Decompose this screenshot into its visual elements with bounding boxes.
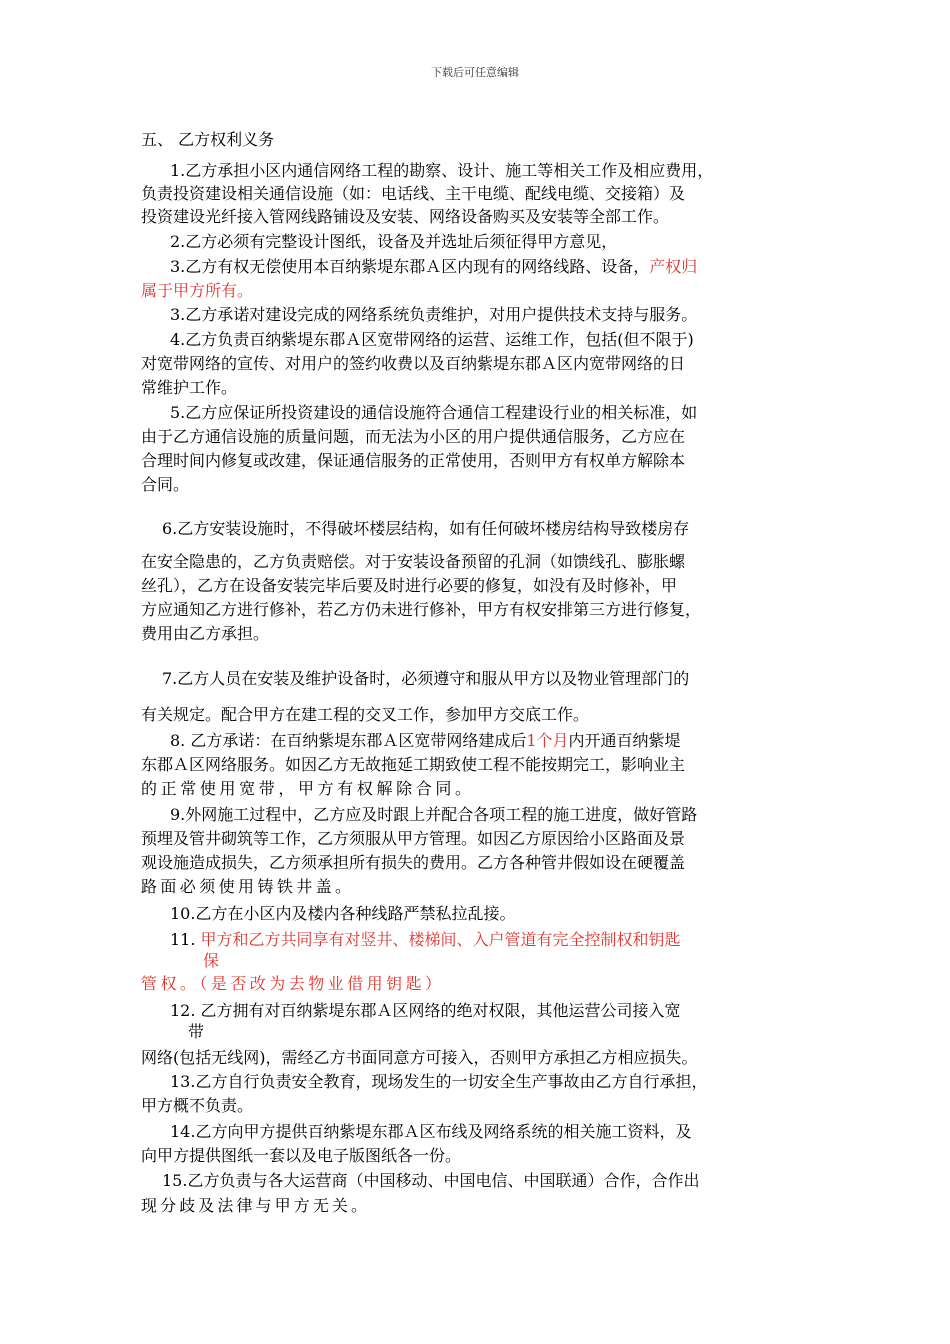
- text-line: [141, 852, 685, 874]
- text-segment: 对宽带网络的宣传、对用户的签约收费以及百纳紫堤东郡Ａ区内宽带网络的日: [141, 354, 686, 373]
- text-line: [141, 474, 189, 496]
- text-segment: 甲方概不负责。: [141, 1096, 254, 1115]
- text-line: [170, 1000, 681, 1022]
- text-line: [141, 575, 677, 597]
- text-segment: 费用由乙方承担。: [141, 624, 270, 643]
- text-segment: 15.乙方负责与各大运营商（中国移动、中国电信、中国联通）合作，合作出: [162, 1171, 700, 1190]
- text-segment: 投资建设光纤接入管网线路铺设及安装、网络设备购买及安装等全部工作。: [141, 207, 670, 226]
- highlighted-text: 1个月: [526, 731, 569, 750]
- text-line: [141, 353, 685, 375]
- text-line: [141, 1047, 698, 1069]
- text-line: [170, 804, 697, 826]
- text-segment: 5.乙方应保证所投资建设的通信设施符合通信工程建设行业的相关标准，如: [170, 403, 698, 422]
- text-line: [141, 876, 354, 898]
- text-segment: 网络(包括无线网)，需经乙方书面同意方可接入，否则甲方承担乙方相应损失。: [141, 1048, 698, 1067]
- text-segment: 方应通知乙方进行修补，若乙方仍未进行修补，甲方有权安排第三方进行修复，: [141, 600, 702, 619]
- text-line: [141, 1195, 370, 1217]
- text-segment: 带: [188, 1022, 205, 1041]
- text-line: [141, 183, 685, 205]
- highlighted-text: 保: [203, 951, 220, 970]
- text-segment: 的正常使用宽带，甲方有权解除合同。: [141, 779, 475, 798]
- text-segment: 路面必须使用铸铁井盖。: [141, 877, 355, 896]
- text-line: [141, 1095, 253, 1117]
- text-line: [170, 402, 697, 424]
- text-line: [170, 231, 617, 253]
- text-segment: 9.外网施工过程中，乙方应及时跟上并配合各项工程的施工进度，做好管路: [170, 805, 698, 824]
- text-line: [162, 668, 689, 690]
- text-line: [170, 1071, 707, 1093]
- text-line: [141, 704, 589, 726]
- text-line: [141, 450, 685, 472]
- text-segment: 8. 乙方承诺：在百纳紫堤东郡Ａ区宽带网络建成后: [170, 731, 527, 750]
- text-line: [170, 1121, 691, 1143]
- text-segment: 丝孔），乙方在设备安装完毕后要及时进行必要的修复，如没有及时修补，甲: [141, 576, 678, 595]
- text-line: [162, 1170, 699, 1192]
- text-segment: 由于乙方通信设施的质量问题，而无法为小区的用户提供通信服务，乙方应在: [141, 427, 686, 446]
- text-segment: 常维护工作。: [141, 378, 238, 397]
- text-segment: 12. 乙方拥有对百纳紫堤东郡Ａ区网络的绝对权限，其他运营公司接入宽: [170, 1001, 681, 1020]
- highlighted-text: 管权。（是否改为去物业借用钥匙）: [141, 974, 445, 993]
- text-segment: 观设施造成损失，乙方须承担所有损失的费用。乙方各种管井假如设在硬覆盖: [141, 853, 686, 872]
- text-segment: 内开通百纳紫堤: [568, 731, 681, 750]
- text-line: [141, 280, 253, 302]
- text-line: [203, 950, 219, 972]
- text-line: [141, 973, 444, 995]
- text-segment: 预埋及管井砌筑等工作，乙方须服从甲方管理。如因乙方原因给小区路面及景: [141, 829, 686, 848]
- text-line: [170, 329, 694, 351]
- text-segment: 3.乙方有权无偿使用本百纳紫堤东郡Ａ区内现有的网络线路、设备，: [170, 257, 650, 276]
- text-segment: 现分歧及法律与甲方无关。: [141, 1196, 371, 1215]
- text-segment: 合同。: [141, 475, 190, 494]
- text-segment: 在安全隐患的，乙方负责赔偿。对于安装设备预留的孔洞（如馈线孔、膨胀螺: [141, 552, 686, 571]
- text-segment: 东郡Ａ区网络服务。如因乙方无故拖延工期致使工程不能按期完工，影响业主: [141, 755, 686, 774]
- text-line: [188, 1021, 204, 1043]
- text-line: [141, 599, 701, 621]
- text-segment: 10.乙方在小区内及楼内各种线路严禁私拉乱接。: [170, 904, 516, 923]
- text-line: [170, 160, 713, 182]
- text-segment: 负责投资建设相关通信设施（如：电话线、主干电缆、配线电缆、交接箱）及: [141, 184, 686, 203]
- page-header: 下载后可任意编辑: [431, 66, 519, 79]
- text-line: [170, 730, 681, 752]
- section-title: 五、 乙方权利义务: [141, 130, 275, 149]
- text-segment: 6.乙方安装设施时，不得破坏楼层结构，如有任何破坏楼房结构导致楼房存: [162, 519, 690, 538]
- text-line: [170, 304, 697, 326]
- text-line: [141, 623, 269, 645]
- text-line: [162, 518, 689, 540]
- text-segment: 合理时间内修复或改建，保证通信服务的正常使用，否则甲方有权单方解除本: [141, 451, 686, 470]
- text-segment: 11.: [170, 930, 201, 949]
- text-segment: 4.乙方负责百纳紫堤东郡Ａ区宽带网络的运营、运维工作，包括(但不限于): [170, 330, 694, 349]
- text-line: [170, 929, 681, 951]
- text-segment: 1.乙方承担小区内通信网络工程的勘察、设计、施工等相关工作及相应费用，: [170, 161, 714, 180]
- text-segment: 7.乙方人员在安装及维护设备时，必须遵守和服从甲方以及物业管理部门的: [162, 669, 690, 688]
- text-segment: 14.乙方向甲方提供百纳紫堤东郡Ａ区布线及网络系统的相关施工资料，及: [170, 1122, 692, 1141]
- text-line: [141, 426, 685, 448]
- text-line: [170, 903, 515, 925]
- text-segment: 有关规定。配合甲方在建工程的交叉工作，参加甲方交底工作。: [141, 705, 590, 724]
- text-line: [141, 1145, 461, 1167]
- highlighted-text: 产权归: [649, 257, 698, 276]
- text-segment: 13.乙方自行负责安全教育，现场发生的一切安全生产事故由乙方自行承担，: [170, 1072, 708, 1091]
- text-line: [141, 828, 685, 850]
- text-segment: 3.乙方承诺对建设完成的网络系统负责维护，对用户提供技术支持与服务。: [170, 305, 698, 324]
- text-line: [141, 754, 685, 776]
- text-line: [141, 206, 669, 228]
- highlighted-text: 属于甲方所有。: [141, 281, 254, 300]
- text-line: [141, 377, 237, 399]
- text-segment: 向甲方提供图纸一套以及电子版图纸各一份。: [141, 1146, 462, 1165]
- text-line: [170, 256, 697, 278]
- text-line: [141, 551, 685, 573]
- text-line: [141, 778, 475, 800]
- text-segment: 2.乙方必须有完整设计图纸，设备及并选址后须征得甲方意见，: [170, 232, 618, 251]
- highlighted-text: 甲方和乙方共同享有对竖井、楼梯间、入户管道有完全控制权和钥匙: [200, 930, 681, 949]
